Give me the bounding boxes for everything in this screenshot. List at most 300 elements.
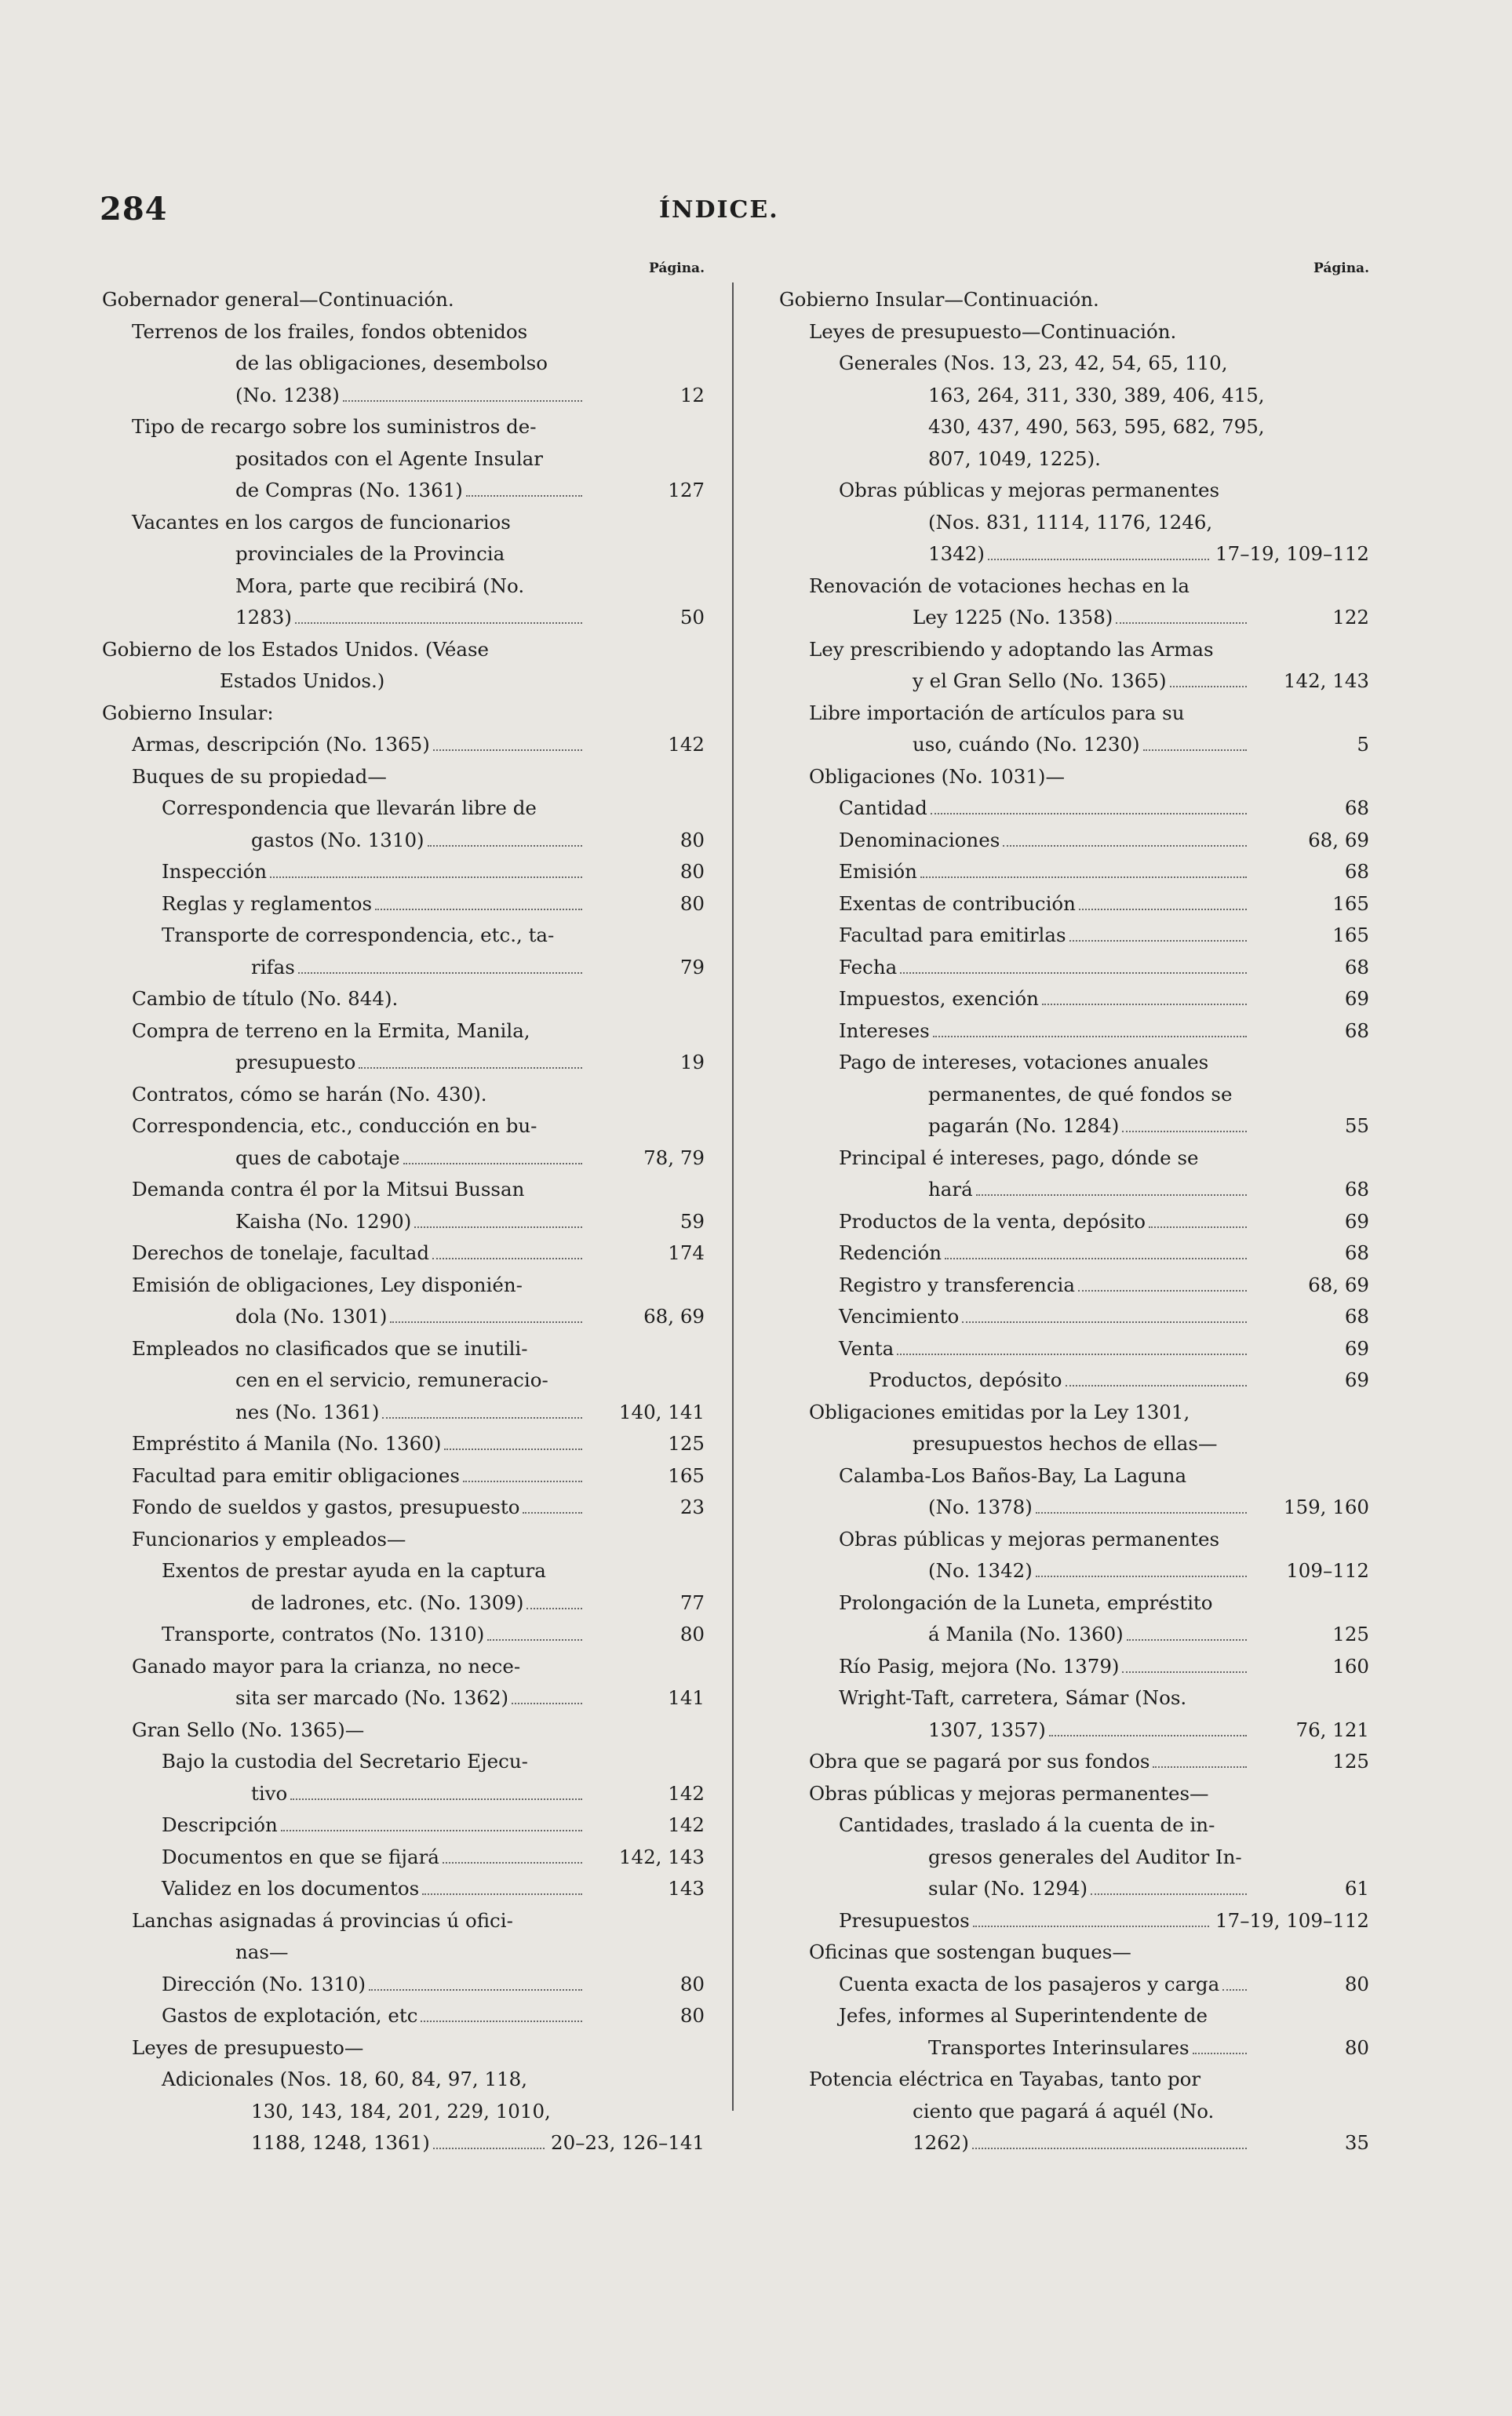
index-entry-text: Oficinas que sostengan buques—	[809, 1940, 1131, 1963]
index-entry-line	[102, 1270, 705, 1302]
leader-dots	[382, 1409, 582, 1419]
index-entry-text: de las obligaciones, desembolso	[235, 352, 548, 374]
index-entry-text: Inspección	[162, 860, 268, 883]
index-entry-line	[779, 761, 1369, 793]
index-entry-page: 165	[1328, 920, 1369, 952]
index-entry-line	[779, 698, 1369, 730]
index-entry-line	[779, 1746, 1369, 1778]
index-entry-line	[102, 1555, 705, 1587]
index-entry-text: Impuestos, exención	[839, 987, 1039, 1010]
index-entry-text: Prolongación de la Luneta, empréstito	[839, 1591, 1213, 1614]
index-entry-line	[779, 634, 1369, 666]
index-entry-page: 142	[663, 1778, 705, 1810]
index-entry-page: 140, 141	[614, 1397, 705, 1429]
leader-dots	[523, 1504, 582, 1514]
index-entry-text: Emisión	[839, 860, 917, 883]
index-entry-line	[102, 729, 705, 761]
index-entry-line	[779, 411, 1369, 443]
index-entry-page: 122	[1328, 602, 1369, 634]
index-entry-page: 68	[1340, 793, 1369, 825]
leader-dots	[1036, 1568, 1247, 1577]
index-entry-page: 125	[663, 1428, 705, 1460]
index-entry-text: Obras públicas y mejoras permanentes	[839, 479, 1220, 501]
index-entry-text: Compra de terreno en la Ermita, Manila,	[132, 1019, 530, 1042]
index-entry-text: Kaisha (No. 1290)	[235, 1209, 412, 1233]
leader-dots	[298, 964, 582, 974]
index-entry-line	[102, 380, 705, 412]
index-entry-text: presupuesto	[235, 1051, 356, 1073]
index-entry-line	[779, 507, 1369, 539]
index-entry-text: Empréstito á Manila (No. 1360)	[132, 1432, 442, 1455]
leader-dots	[1122, 1123, 1247, 1132]
index-entry-line	[779, 1270, 1369, 1302]
index-entries-right	[779, 284, 1369, 2159]
index-entry-text: Bajo la custodia del Secretario Ejecu-	[162, 1750, 528, 1773]
leader-dots	[512, 1695, 582, 1704]
index-entry-line	[102, 316, 705, 348]
index-entry-line	[102, 1619, 705, 1651]
index-entry-line	[779, 1809, 1369, 1842]
index-entry-page: 23	[676, 1492, 705, 1524]
index-entry-text: Vacantes en los cargos de funcionarios	[132, 510, 511, 534]
index-entry-text: Funcionarios y empleados—	[132, 1527, 406, 1551]
index-entry-line	[779, 793, 1369, 825]
index-entry-text: Fecha	[839, 955, 898, 978]
index-entry-line	[102, 507, 705, 539]
index-entry-line	[102, 920, 705, 952]
leader-dots	[1069, 932, 1247, 942]
index-entry-text: de ladrones, etc. (No. 1309)	[251, 1591, 524, 1614]
index-entry-line	[102, 1842, 705, 1874]
index-entry-text: Transportes Interinsulares	[928, 2035, 1190, 2059]
index-entry-line	[779, 443, 1369, 476]
leader-dots	[270, 869, 582, 878]
index-entry-text: gresos generales del Auditor In-	[928, 1845, 1242, 1868]
index-entry-line	[779, 1651, 1369, 1683]
index-entry-text: Validez en los documentos	[162, 1877, 420, 1900]
index-entry-line	[102, 1524, 705, 1556]
index-entry-text: 130, 143, 184, 201, 229, 1010,	[251, 2099, 551, 2123]
index-entry-text: Registro y transferencia	[839, 1273, 1075, 1296]
index-entry-page: 127	[663, 475, 705, 507]
index-entry-line	[779, 538, 1369, 570]
index-entry-page: 68	[1340, 1174, 1369, 1206]
index-entry-line	[779, 348, 1369, 380]
index-entry-page: 76, 121	[1291, 1715, 1369, 1747]
index-entry-line	[102, 1237, 705, 1270]
leader-dots	[1042, 996, 1247, 1005]
index-entry-line	[102, 698, 705, 730]
leader-dots	[1066, 1377, 1248, 1387]
leader-dots	[421, 2013, 582, 2022]
index-entry-line	[779, 1492, 1369, 1524]
index-entry-line	[779, 475, 1369, 507]
index-entry-line	[102, 2032, 705, 2064]
index-entry-line	[779, 2032, 1369, 2064]
leader-dots	[1078, 1282, 1247, 1292]
index-entry-line	[102, 1492, 705, 1524]
index-entry-page: 78, 79	[639, 1142, 705, 1175]
leader-dots	[444, 1441, 582, 1450]
leader-dots	[1122, 1664, 1247, 1673]
index-column-right	[779, 253, 1369, 2159]
leader-dots	[1153, 1758, 1247, 1768]
index-entry-text: Cantidad	[839, 796, 927, 819]
leader-dots	[390, 1314, 582, 1323]
index-entry-text: Vencimiento	[839, 1305, 960, 1328]
index-entry-text: Leyes de presupuesto—	[132, 2035, 364, 2059]
leader-dots	[295, 614, 582, 624]
index-entry-page: 68, 69	[1303, 1270, 1369, 1302]
leader-dots	[375, 901, 582, 910]
index-entry-line	[779, 2096, 1369, 2128]
page-heading: ÍNDICE.	[659, 196, 779, 224]
index-entry-text: Tipo de recargo sobre los suministros de-	[132, 415, 537, 438]
index-entry-text: Mora, parte que recibirá (No.	[235, 574, 525, 597]
index-entry-line	[779, 1905, 1369, 1937]
index-entry-page: 80	[676, 2000, 705, 2032]
leader-dots	[1127, 1631, 1247, 1641]
index-entry-line	[102, 443, 705, 476]
index-entry-line	[779, 1047, 1369, 1079]
index-entry-text: Adicionales (Nos. 18, 60, 84, 97, 118,	[162, 2068, 528, 2090]
index-entry-line	[102, 1746, 705, 1778]
index-entry-line	[102, 1365, 705, 1397]
index-entry-line	[102, 1809, 705, 1842]
index-entry-line	[102, 761, 705, 793]
leader-dots	[973, 1918, 1247, 1927]
index-entries-left	[102, 284, 705, 2159]
leader-dots	[920, 869, 1247, 878]
index-entry-text: Exentas de contribución	[839, 891, 1076, 915]
index-entry-line	[102, 475, 705, 507]
leader-dots	[403, 1155, 582, 1164]
index-entry-line	[102, 825, 705, 857]
page-number: 284	[100, 191, 168, 228]
index-entry-line	[779, 380, 1369, 412]
index-entry-line	[779, 1142, 1369, 1175]
index-entry-line	[779, 952, 1369, 984]
index-entry-page: 77	[676, 1587, 705, 1620]
index-entry-page: 80	[676, 1619, 705, 1651]
leader-dots	[432, 1250, 582, 1259]
leader-dots	[1170, 678, 1247, 687]
index-entry-page: 142	[663, 1809, 705, 1842]
index-entry-line	[779, 665, 1369, 698]
index-entry-text: de Compras (No. 1361)	[235, 479, 463, 501]
index-entry-line	[779, 1682, 1369, 1715]
index-entry-line	[102, 1079, 705, 1111]
index-entry-line	[102, 983, 705, 1015]
index-entry-text: Descripción	[162, 1813, 278, 1836]
index-entry-line	[102, 952, 705, 984]
leader-dots	[359, 1059, 582, 1069]
index-entry-text: 1342)	[928, 542, 985, 565]
index-entry-line	[779, 1079, 1369, 1111]
index-entry-line	[779, 1778, 1369, 1810]
index-entry-text: Potencia eléctrica en Tayabas, tanto por	[809, 2068, 1201, 2090]
index-entry-text: Pago de intereses, votaciones anuales	[839, 1051, 1209, 1073]
leader-dots	[1003, 837, 1247, 847]
index-entry-text: nes (No. 1361)	[235, 1400, 380, 1423]
index-entry-text: Transporte de correspondencia, etc., ta-	[162, 924, 555, 946]
index-entry-line	[779, 1015, 1369, 1048]
index-entry-text: sita ser marcado (No. 1362)	[235, 1686, 509, 1709]
leader-dots	[931, 805, 1247, 814]
index-entry-text: Gobierno de los Estados Unidos. (Véase	[102, 637, 490, 661]
index-entry-text: Libre importación de artículos para su	[809, 701, 1185, 724]
leader-dots	[369, 1981, 582, 1991]
index-entry-text: rifas	[251, 955, 295, 978]
index-entry-page: 141	[663, 1682, 705, 1715]
index-entry-text: Terrenos de los frailes, fondos obtenidos	[132, 319, 528, 343]
index-entry-line	[779, 1555, 1369, 1587]
index-entry-line	[102, 1715, 705, 1747]
index-entry-text: Leyes de presupuesto—Continuación.	[809, 319, 1177, 343]
index-entry-text: Gobierno Insular—Continuación.	[779, 288, 1099, 311]
index-entry-line	[779, 1969, 1369, 2001]
index-entry-page: 17–19, 109–112	[1211, 538, 1369, 570]
index-entry-text: presupuestos hechos de ellas—	[913, 1432, 1218, 1455]
index-entry-page: 19	[676, 1047, 705, 1079]
index-entry-line	[779, 1397, 1369, 1429]
index-entry-line	[779, 1333, 1369, 1365]
index-entry-text: Presupuestos	[839, 1908, 970, 1932]
leader-dots	[962, 1314, 1247, 1323]
index-entry-page: 68	[1340, 1301, 1369, 1333]
index-entry-line	[102, 888, 705, 920]
index-entry-text: 163, 264, 311, 330, 389, 406, 415,	[928, 383, 1265, 406]
index-entry-text: á Manila (No. 1360)	[928, 1623, 1124, 1645]
index-entry-text: Ley 1225 (No. 1358)	[913, 606, 1113, 629]
index-entry-text: Ganado mayor para la crianza, no nece-	[132, 1654, 521, 1678]
index-entry-page: 12	[676, 380, 705, 412]
leader-dots	[487, 1631, 582, 1641]
index-entry-text: Generales (Nos. 13, 23, 42, 54, 65, 110,	[839, 352, 1228, 374]
index-entry-page: 35	[1340, 2127, 1369, 2159]
index-entry-page: 125	[1328, 1619, 1369, 1651]
index-entry-text: Venta	[839, 1336, 894, 1360]
index-entry-text: Documentos en que se fijará	[162, 1845, 439, 1868]
index-entry-line	[102, 793, 705, 825]
index-entry-line	[102, 1873, 705, 1905]
index-entry-line	[102, 1937, 705, 1969]
index-entry-text: Derechos de tonelaje, facultad	[132, 1241, 430, 1264]
index-entry-text: Demanda contra él por la Mitsui Bussan	[132, 1178, 525, 1201]
index-entry-line	[779, 1174, 1369, 1206]
index-entry-page: 68	[1340, 1015, 1369, 1048]
index-entry-text: tivo	[251, 1781, 288, 1805]
index-entry-page: 69	[1340, 1206, 1369, 1238]
index-entry-line	[102, 1905, 705, 1937]
index-entry-page: 17–19, 109–112	[1211, 1905, 1369, 1937]
index-entry-line	[102, 1428, 705, 1460]
index-entry-line	[102, 348, 705, 380]
index-entry-line	[779, 570, 1369, 603]
index-entry-line	[779, 2000, 1369, 2032]
leader-dots	[1222, 1981, 1247, 1991]
index-entry-page: 59	[676, 1206, 705, 1238]
leader-dots	[466, 487, 582, 497]
index-entry-line	[779, 983, 1369, 1015]
index-entry-text: gastos (No. 1310)	[251, 828, 424, 851]
index-entry-line	[102, 1206, 705, 1238]
leader-dots	[988, 551, 1247, 560]
index-entry-text: provinciales de la Provincia	[235, 542, 505, 565]
index-entry-text: Gran Sello (No. 1365)—	[132, 1718, 365, 1741]
index-entry-text: Intereses	[839, 1019, 930, 1042]
index-entry-text: positados con el Agente Insular	[235, 446, 543, 470]
index-entry-page: 68	[1340, 856, 1369, 888]
index-entry-line	[102, 1047, 705, 1079]
page-column-label: Página.	[649, 261, 705, 276]
index-entry-line	[779, 920, 1369, 952]
index-entry-text: Productos de la venta, depósito	[839, 1209, 1146, 1233]
index-entry-page: 68, 69	[1303, 825, 1369, 857]
index-entry-text: ciento que pagará á aquél (No.	[913, 2099, 1215, 2123]
index-entry-line	[102, 856, 705, 888]
index-entry-text: Estados Unidos.)	[220, 669, 385, 692]
index-column-left	[102, 253, 705, 2159]
leader-dots	[1091, 1886, 1247, 1895]
index-entry-text: Obras públicas y mejoras permanentes—	[809, 1781, 1209, 1805]
index-entry-text: Armas, descripción (No. 1365)	[132, 733, 430, 756]
index-entry-line	[102, 284, 705, 316]
index-entry-text: nas—	[235, 1940, 289, 1963]
index-entry-text: Gobierno Insular:	[102, 701, 274, 724]
index-entry-text: uso, cuándo (No. 1230)	[913, 733, 1140, 756]
index-entry-text: 1188, 1248, 1361)	[251, 2131, 430, 2154]
index-entry-page: 69	[1340, 983, 1369, 1015]
leader-dots	[900, 964, 1247, 974]
index-entry-line	[779, 825, 1369, 857]
index-entry-line	[779, 602, 1369, 634]
index-entry-text: Productos, depósito	[869, 1368, 1062, 1391]
index-entry-line	[102, 602, 705, 634]
index-entry-line	[779, 1842, 1369, 1874]
index-entry-text: Obras públicas y mejoras permanentes	[839, 1527, 1220, 1551]
index-entry-line	[779, 1715, 1369, 1747]
index-entry-text: (Nos. 831, 1114, 1176, 1246,	[928, 510, 1213, 534]
leader-dots	[897, 1346, 1247, 1355]
index-entry-text: 807, 1049, 1225).	[928, 446, 1101, 470]
index-entry-page: 143	[663, 1873, 705, 1905]
index-entry-text: Gastos de explotación, etc	[162, 2004, 418, 2027]
index-entry-page: 79	[676, 952, 705, 984]
leader-dots	[1149, 1219, 1247, 1228]
index-entry-text: Fondo de sueldos y gastos, presupuesto	[132, 1496, 520, 1518]
index-entry-text: 1307, 1357)	[928, 1718, 1046, 1741]
index-entry-line	[779, 888, 1369, 920]
index-entry-page: 80	[1340, 2032, 1369, 2064]
index-entry-line	[102, 1301, 705, 1333]
index-entry-text: Facultad para emitirlas	[839, 924, 1066, 946]
index-entry-line	[102, 1397, 705, 1429]
index-entry-line	[102, 665, 705, 698]
index-entry-text: Renovación de votaciones hechas en la	[809, 574, 1190, 597]
index-entry-page: 68, 69	[639, 1301, 705, 1333]
index-entry-page: 20–23, 126–141	[546, 2127, 705, 2159]
leader-dots	[281, 1822, 582, 1831]
leader-dots	[1193, 2045, 1247, 2054]
index-entry-line	[779, 856, 1369, 888]
index-entry-line	[779, 316, 1369, 348]
index-entry-page: 80	[676, 1969, 705, 2001]
index-entry-line	[102, 1110, 705, 1142]
index-entry-line	[779, 1619, 1369, 1651]
index-entry-line	[779, 1524, 1369, 1556]
index-entry-text: pagarán (No. 1284)	[928, 1114, 1120, 1137]
index-entry-line	[102, 1015, 705, 1048]
leader-dots	[1116, 614, 1247, 624]
index-entry-text: ques de cabotaje	[235, 1146, 400, 1169]
index-entry-text: Cuenta exacta de los pasajeros y carga	[839, 1972, 1220, 1995]
leader-dots	[945, 1250, 1247, 1259]
index-entry-line	[102, 1333, 705, 1365]
index-entry-page: 174	[663, 1237, 705, 1270]
index-entry-page: 50	[676, 602, 705, 634]
index-entry-text: permanentes, de qué fondos se	[928, 1082, 1233, 1106]
index-entry-page: 55	[1340, 1110, 1369, 1142]
index-entry-line	[102, 570, 705, 603]
index-entry-text: Cambio de título (No. 844).	[132, 987, 399, 1010]
leader-dots	[422, 1886, 582, 1895]
leader-dots	[1036, 1504, 1247, 1514]
index-entry-page: 68	[1340, 1237, 1369, 1270]
index-entry-line	[779, 2064, 1369, 2096]
index-entry-text: Obligaciones emitidas por la Ley 1301,	[809, 1400, 1190, 1423]
index-entry-line	[102, 1460, 705, 1492]
index-entry-text: Correspondencia que llevarán libre de	[162, 796, 537, 819]
index-entry-line	[102, 1174, 705, 1206]
leader-dots	[463, 1473, 582, 1482]
index-entry-text: Río Pasig, mejora (No. 1379)	[839, 1654, 1120, 1678]
index-entry-line	[779, 1110, 1369, 1142]
index-entry-text: Obligaciones (No. 1031)—	[809, 764, 1065, 788]
index-entry-text: Dirección (No. 1310)	[162, 1972, 366, 1995]
index-entry-line	[102, 538, 705, 570]
index-entry-page: 69	[1340, 1365, 1369, 1397]
index-entry-page: 142	[663, 729, 705, 761]
index-entry-line	[779, 1428, 1369, 1460]
leader-dots	[290, 1791, 582, 1800]
page-column-label: Página.	[1313, 261, 1369, 276]
leader-dots	[976, 1186, 1247, 1196]
index-entry-page: 69	[1340, 1333, 1369, 1365]
index-entry-page: 80	[676, 856, 705, 888]
index-entry-page: 61	[1340, 1873, 1369, 1905]
index-entry-line	[102, 1142, 705, 1175]
index-entry-text: hará	[928, 1178, 973, 1201]
index-entry-text: sular (No. 1294)	[928, 1877, 1088, 1900]
index-entry-line	[779, 1301, 1369, 1333]
leader-dots	[428, 837, 582, 847]
leader-dots	[1049, 1727, 1247, 1736]
index-entry-page: 68	[1340, 952, 1369, 984]
index-entry-text: Emisión de obligaciones, Ley disponién-	[132, 1273, 523, 1296]
index-entry-page: 80	[676, 888, 705, 920]
index-entry-line	[779, 1587, 1369, 1620]
index-entry-line	[102, 1682, 705, 1715]
index-entry-text: 430, 437, 490, 563, 595, 682, 795,	[928, 415, 1265, 438]
index-entry-text: Transporte, contratos (No. 1310)	[162, 1623, 485, 1645]
index-entry-line	[779, 1460, 1369, 1492]
leader-dots	[1143, 742, 1247, 751]
index-entry-line	[779, 1206, 1369, 1238]
index-entry-text: Correspondencia, etc., conducción en bu-	[132, 1114, 537, 1137]
index-entry-text: Gobernador general—Continuación.	[102, 288, 454, 311]
index-entry-text: Jefes, informes al Superintendente de	[839, 2004, 1208, 2027]
